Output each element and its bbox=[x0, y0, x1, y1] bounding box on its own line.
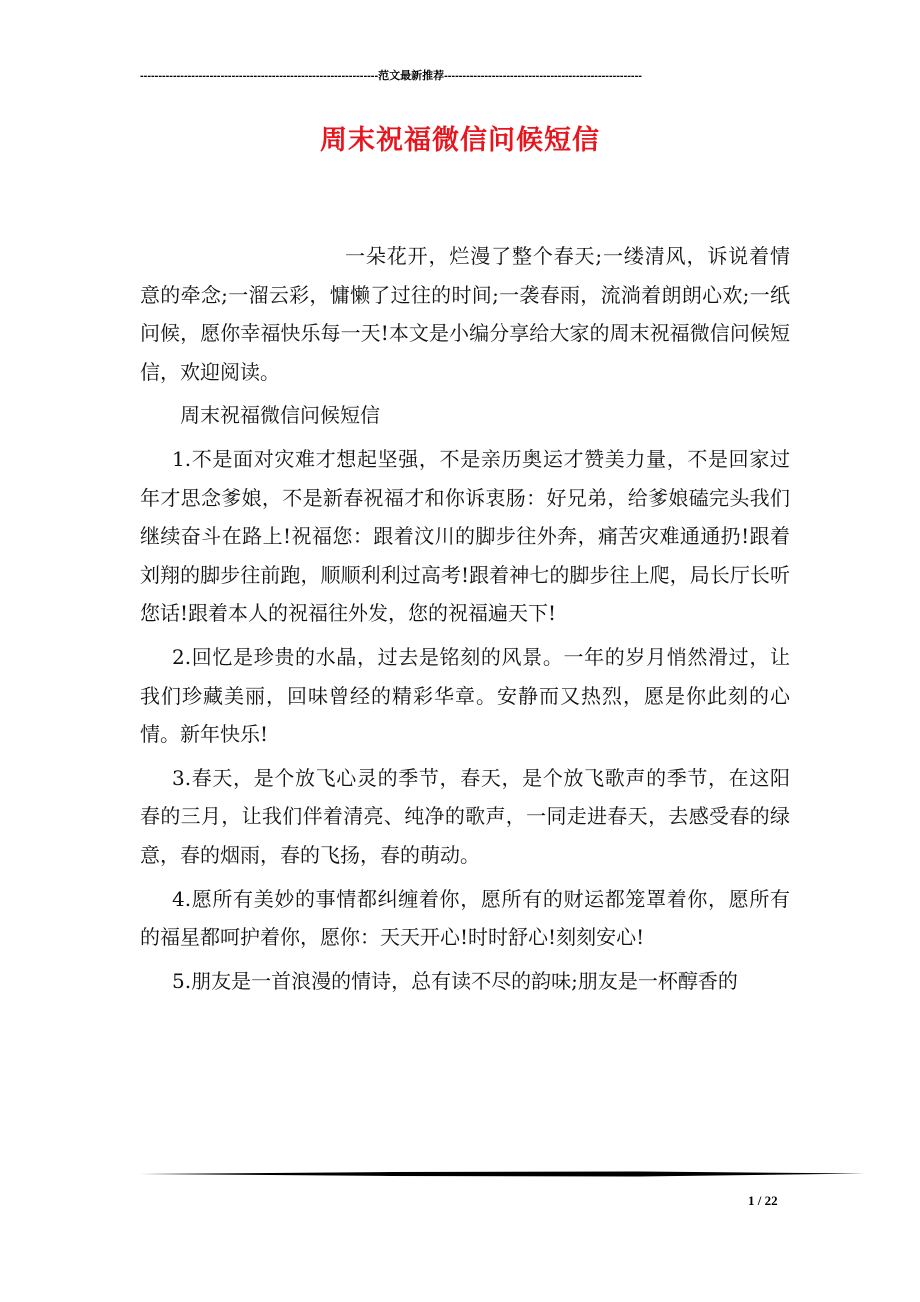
list-item: 5.朋友是一首浪漫的情诗，总有读不尽的韵味;朋友是一杯醇香的 bbox=[172, 968, 738, 993]
list-item: 3.春天，是个放飞心灵的季节，春天，是个放飞歌声的季节，在这阳春的三月，让我们伴着清亮、纯净的歌声，一同走进春天，去感受春的绿意，春的烟雨，春的飞扬，春的萌动。 bbox=[140, 765, 790, 867]
list-item: 2.回忆是珍贵的水晶，过去是铭刻的风景。一年的岁月悄然滑过，让我们珍藏美丽，回味曾经的精彩华章。安静而又热烈，愿是你此刻的心情。新年快乐! bbox=[140, 644, 790, 747]
document-body bbox=[140, 237, 790, 1000]
footer-divider bbox=[140, 1170, 865, 1178]
section-subtitle: 周末祝福微信问候短信 bbox=[180, 403, 380, 428]
page-number: 1 / 22 bbox=[748, 1193, 778, 1208]
list-item: 4.愿所有美妙的事情都纠缠着你，愿所有的财运都笼罩着你，愿所有的福星都呵护着你，愿你：天天开心!时时舒心!刻刻安心! bbox=[140, 886, 790, 950]
document-title: 周末祝福微信问候短信 bbox=[320, 125, 600, 156]
header-banner: -----------------------------------------------------------------范文最新推荐------------------------------------------------------ bbox=[140, 70, 642, 82]
intro-paragraph: 一朵花开，烂漫了整个春天;一缕清风，诉说着情意的牵念;一溜云彩，慵懒了过往的时间;一袭春雨，流淌着朗朗心欢;一纸问候，愿你幸福快乐每一天!本文是小编分享给大家的周末祝福微信问候短信，欢迎阅读。 bbox=[140, 244, 790, 384]
list-item: 1.不是面对灾难才想起坚强，不是亲历奥运才赞美力量，不是回家过年才思念爹娘，不是新春祝福才和你诉衷肠：好兄弟，给爹娘磕完头我们继续奋斗在路上!祝福您：跟着汶川的脚步往外奔，痛苦灾难通通扔!跟着刘翔的脚步往前跑，顺顺利利过高考!跟着神七的脚步往上爬，局长厅长听您话!跟着本人的祝福往外发，您的祝福遍天下! bbox=[140, 446, 790, 626]
